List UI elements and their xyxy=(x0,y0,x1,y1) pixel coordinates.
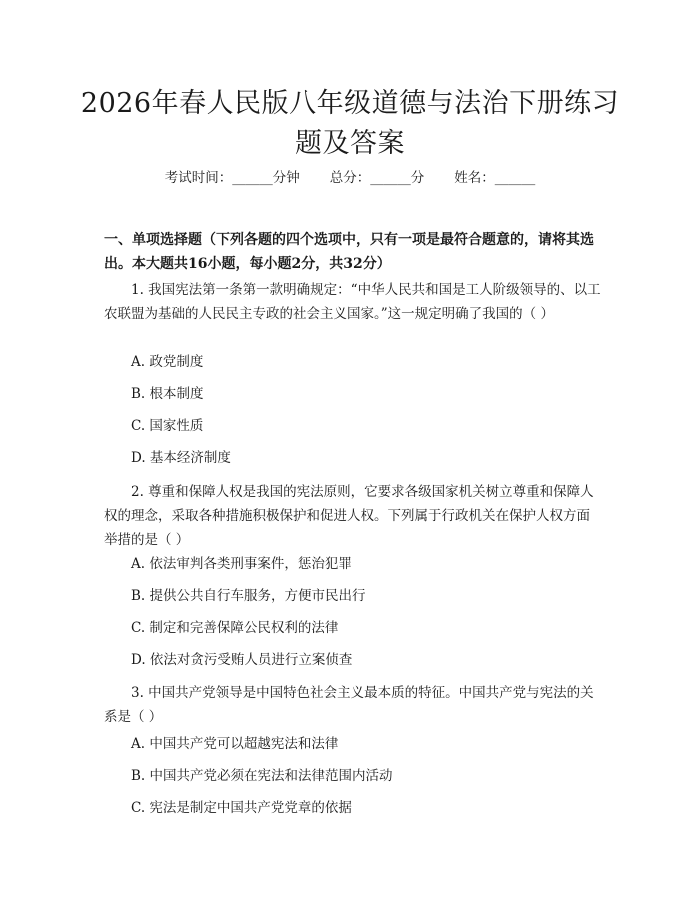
question-option: B. 中国共产党必须在宪法和法律范围内活动 xyxy=(131,768,393,784)
question-option: A. 政党制度 xyxy=(131,354,204,370)
exam-meta-line xyxy=(0,168,700,188)
question-option: A. 中国共产党可以超越宪法和法律 xyxy=(131,736,339,752)
question-option: C. 国家性质 xyxy=(131,418,204,434)
question-option: A. 依法审判各类刑事案件，惩治犯罪 xyxy=(131,556,352,572)
total-score-field: 总分：______分 xyxy=(329,170,425,186)
question-option: D. 依法对贪污受贿人员进行立案侦查 xyxy=(131,652,353,668)
name-field: 姓名：______ xyxy=(454,170,536,186)
question-stem: 2. 尊重和保障人权是我国的宪法原则，它要求各级国家机关树立尊重和保障人权的理念，采取各种措施积极保护和促进人权。下列属于行政机关在保护人权方面举措的是（ ） xyxy=(104,484,594,548)
question-option: C. 制定和完善保障公民权利的法律 xyxy=(131,620,339,636)
question-option: D. 基本经济制度 xyxy=(131,450,231,466)
question-stem: 1. 我国宪法第一条第一款明确规定：“中华人民共和国是工人阶级领导的、以工农联盟为基础的人民民主专政的社会主义国家。”这一规定明确了我国的（ ） xyxy=(104,282,601,322)
question-option: C. 宪法是制定中国共产党党章的依据 xyxy=(131,800,352,816)
exam-time-field: 考试时间：______分钟 xyxy=(164,170,300,186)
question-option: B. 提供公共自行车服务，方便市民出行 xyxy=(131,588,366,604)
question-option: B. 根本制度 xyxy=(131,386,204,402)
document-title: 2026年春人民版八年级道德与法治下册练习题及答案 xyxy=(80,88,620,159)
section-heading: 一、单项选择题（下列各题的四个选项中，只有一项是最符合题意的，请将其选出。本大题共16小题，每小题2分，共32分） xyxy=(104,232,594,272)
question-stem: 3. 中国共产党领导是中国特色社会主义最本质的特征。中国共产党与宪法的关系是（ ） xyxy=(104,685,594,725)
